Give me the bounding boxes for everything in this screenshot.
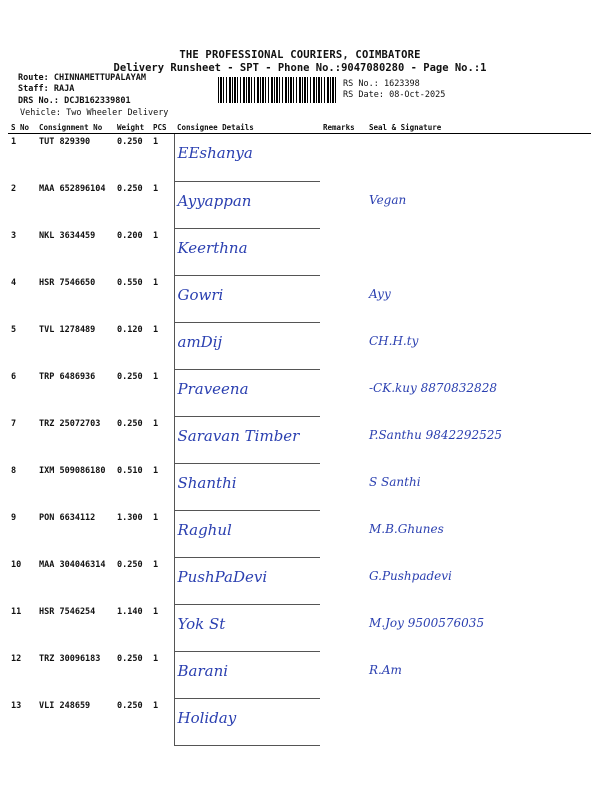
cell-pcs: 1	[153, 513, 159, 523]
cell-sno: 7	[11, 419, 17, 429]
cell-remarks	[320, 463, 366, 510]
table-row	[8, 510, 591, 557]
cell-sno: 3	[11, 231, 17, 241]
handwritten-signature: P.Santhu 9842292525	[369, 428, 503, 442]
rs-date-label: RS Date:	[343, 90, 384, 100]
cell-signature	[366, 651, 591, 698]
cell-consignment-no: TUT 829390	[39, 137, 91, 147]
handwritten-consignee: EEshanya	[177, 144, 253, 162]
vehicle-value: Two Wheeler Delivery	[66, 108, 169, 118]
document-subtitle: Delivery Runsheet - SPT - Phone No.:9047080280 - Page No.:1	[113, 62, 487, 74]
cell-weight: 0.200	[117, 231, 143, 241]
table-row	[8, 275, 591, 322]
cell-pcs: 1	[153, 560, 159, 570]
document-title: THE PROFESSIONAL COURIERS, COIMBATORE	[179, 49, 421, 61]
cell-pcs: 1	[153, 654, 159, 664]
cell-remarks	[320, 416, 366, 463]
cell-pcs: 1	[153, 184, 159, 194]
rs-no-line	[343, 79, 420, 89]
handwritten-signature: S Santhi	[369, 475, 421, 489]
handwritten-consignee: Shanthi	[177, 473, 237, 492]
cell-remarks	[320, 322, 366, 369]
handwritten-consignee: Barani	[177, 661, 229, 680]
route-value: CHINNAMETTUPALAYAM	[53, 73, 146, 83]
cell-weight: 0.250	[117, 372, 143, 382]
cell-sno: 5	[11, 325, 17, 335]
table-row	[8, 416, 591, 463]
col-header-consignment: Consignment No	[36, 121, 114, 134]
cell-consignment-no: HSR 7546254	[39, 607, 96, 617]
route-label: Route:	[18, 73, 49, 83]
cell-weight: 0.250	[117, 137, 143, 147]
cell-pcs: 1	[153, 607, 159, 617]
cell-consignee	[174, 651, 320, 698]
cell-consignment-no: TRZ 25072703	[39, 419, 101, 429]
handwritten-consignee: PushPaDevi	[177, 567, 268, 586]
handwritten-signature: -CK.kuy 8870832828	[369, 381, 497, 395]
handwritten-consignee: Saravan Timber	[177, 426, 300, 445]
table-row	[8, 134, 591, 182]
handwritten-signature: M.Joy 9500576035	[369, 616, 485, 630]
cell-pcs: 1	[153, 419, 159, 429]
cell-consignment-no: VLI 248659	[39, 701, 91, 711]
col-header-remarks: Remarks	[320, 121, 366, 134]
handwritten-consignee: Holiday	[177, 708, 237, 727]
cell-signature	[366, 510, 591, 557]
cell-signature	[366, 604, 591, 651]
cell-consignee	[174, 134, 320, 182]
table-row	[8, 604, 591, 651]
cell-consignee	[174, 322, 320, 369]
cell-consignee	[174, 228, 320, 275]
cell-sno: 8	[11, 466, 17, 476]
cell-sno: 6	[11, 372, 17, 382]
barcode-image	[218, 77, 338, 103]
cell-weight: 0.250	[117, 560, 143, 570]
cell-remarks	[320, 275, 366, 322]
table-row	[8, 228, 591, 275]
staff-value: RAJA	[53, 84, 75, 94]
cell-remarks	[320, 181, 366, 228]
cell-signature	[366, 698, 591, 745]
cell-consignee	[174, 557, 320, 604]
cell-sno: 10	[11, 560, 22, 570]
cell-signature	[366, 275, 591, 322]
table-row	[8, 463, 591, 510]
cell-remarks	[320, 369, 366, 416]
handwritten-signature: Vegan	[369, 193, 407, 207]
cell-weight: 0.250	[117, 419, 143, 429]
cell-remarks	[320, 510, 366, 557]
handwritten-signature: CH.H.ty	[369, 334, 419, 348]
cell-remarks	[320, 134, 366, 182]
drs-value: DCJB162339801	[64, 96, 131, 106]
route-line	[18, 73, 146, 83]
col-header-consignee: Consignee Details	[174, 121, 320, 134]
handwritten-consignee: Raghul	[177, 520, 232, 539]
cell-consignment-no: MAA 304046314	[39, 560, 106, 570]
table-row	[8, 181, 591, 228]
cell-signature	[366, 322, 591, 369]
cell-consignee	[174, 369, 320, 416]
cell-signature	[366, 134, 591, 182]
handwritten-consignee: Yok St	[177, 614, 226, 633]
handwritten-consignee: Praveena	[177, 379, 249, 398]
table-row	[8, 322, 591, 369]
cell-weight: 0.550	[117, 278, 143, 288]
table-row	[8, 369, 591, 416]
vehicle-label: Vehicle:	[20, 108, 61, 118]
cell-weight: 0.120	[117, 325, 143, 335]
cell-consignee	[174, 463, 320, 510]
handwritten-signature: G.Pushpadevi	[369, 569, 452, 583]
vehicle-line	[20, 108, 168, 118]
table-row	[8, 698, 591, 745]
handwritten-consignee: Ayyappan	[177, 191, 252, 210]
col-header-pcs: PCS	[150, 121, 174, 134]
cell-pcs: 1	[153, 466, 159, 476]
cell-weight: 0.250	[117, 654, 143, 664]
cell-remarks	[320, 604, 366, 651]
cell-pcs: 1	[153, 231, 159, 241]
table-row	[8, 557, 591, 604]
cell-sno: 11	[11, 607, 22, 617]
cell-remarks	[320, 651, 366, 698]
cell-signature	[366, 228, 591, 275]
cell-consignee	[174, 698, 320, 745]
handwritten-signature: M.B.Ghunes	[369, 522, 444, 536]
cell-consignee	[174, 275, 320, 322]
runsheet-table	[8, 121, 591, 746]
cell-sno: 2	[11, 184, 17, 194]
cell-weight: 1.300	[117, 513, 143, 523]
cell-consignment-no: TVL 1278489	[39, 325, 96, 335]
cell-consignee	[174, 181, 320, 228]
cell-remarks	[320, 698, 366, 745]
cell-consignment-no: MAA 652896104	[39, 184, 106, 194]
cell-signature	[366, 463, 591, 510]
cell-remarks	[320, 557, 366, 604]
cell-sno: 9	[11, 513, 17, 523]
cell-sno: 4	[11, 278, 17, 288]
handwritten-signature: R.Am	[369, 663, 402, 677]
table-body	[8, 134, 591, 746]
drs-label: DRS No.:	[18, 96, 59, 106]
rs-no-value: 1623398	[383, 79, 420, 89]
cell-consignee	[174, 604, 320, 651]
staff-label: Staff:	[18, 84, 49, 94]
rs-no-label: RS No.:	[343, 79, 379, 89]
cell-pcs: 1	[153, 701, 159, 711]
cell-signature	[366, 369, 591, 416]
col-header-weight: Weight	[114, 121, 150, 134]
handwritten-consignee: amDij	[177, 332, 223, 351]
table-row	[8, 651, 591, 698]
handwritten-consignee: Keerthna	[177, 238, 248, 257]
table-header-row	[8, 121, 591, 134]
cell-remarks	[320, 228, 366, 275]
cell-consignment-no: TRP 6486936	[39, 372, 96, 382]
cell-pcs: 1	[153, 325, 159, 335]
cell-signature	[366, 181, 591, 228]
cell-sno: 13	[11, 701, 22, 711]
col-header-seal: Seal & Signature	[366, 121, 591, 134]
cell-sno: 1	[11, 137, 17, 147]
rs-date-value: 08-Oct-2025	[389, 90, 446, 100]
cell-pcs: 1	[153, 278, 159, 288]
cell-consignee	[174, 416, 320, 463]
cell-consignee	[174, 510, 320, 557]
rs-date-line	[343, 90, 445, 100]
handwritten-signature: Ayy	[369, 287, 391, 301]
cell-consignment-no: IXM 509086180	[39, 466, 106, 476]
cell-weight: 0.250	[117, 701, 143, 711]
cell-consignment-no: TRZ 30096183	[39, 654, 101, 664]
cell-weight: 0.510	[117, 466, 143, 476]
cell-pcs: 1	[153, 372, 159, 382]
cell-pcs: 1	[153, 137, 159, 147]
cell-sno: 12	[11, 654, 22, 664]
cell-weight: 1.140	[117, 607, 143, 617]
cell-consignment-no: HSR 7546650	[39, 278, 96, 288]
drs-line	[18, 96, 131, 106]
cell-consignment-no: NKL 3634459	[39, 231, 96, 241]
cell-signature	[366, 416, 591, 463]
handwritten-consignee: Gowri	[177, 285, 224, 304]
cell-signature	[366, 557, 591, 604]
cell-weight: 0.250	[117, 184, 143, 194]
cell-consignment-no: PON 6634112	[39, 513, 96, 523]
col-header-sno: S No	[8, 121, 36, 134]
staff-line	[18, 84, 74, 94]
